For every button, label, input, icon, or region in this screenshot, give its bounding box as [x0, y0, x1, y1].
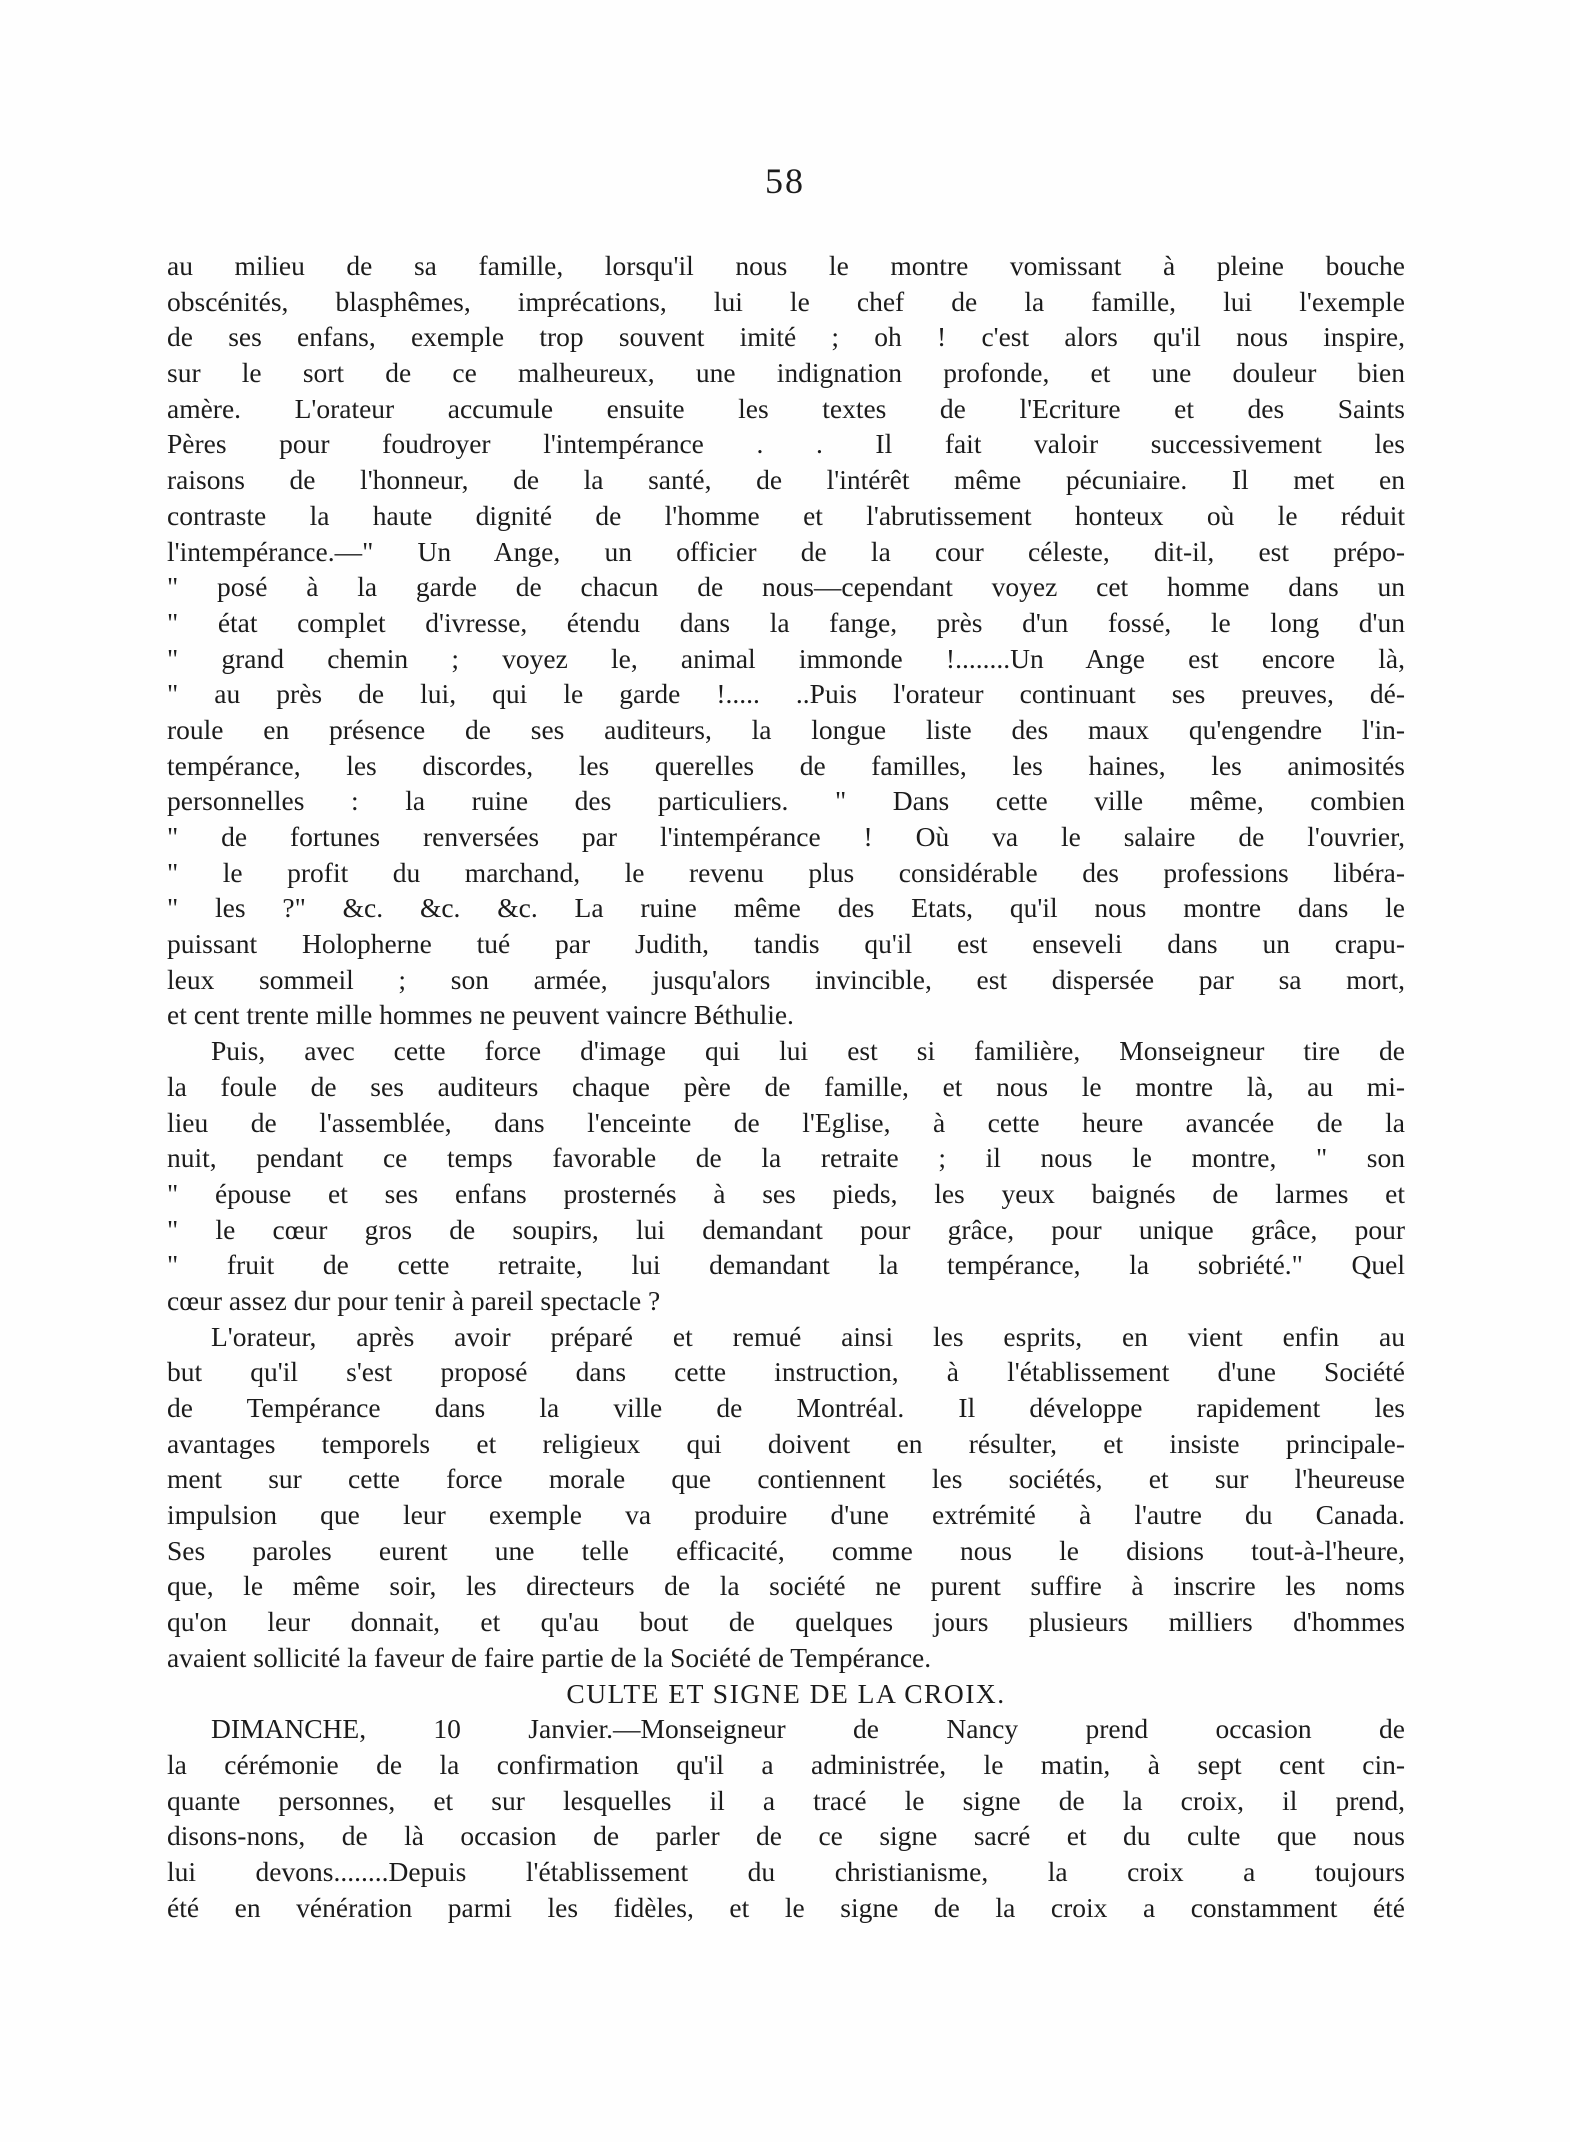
text-line: que, le même soir, les directeurs de la société ne purent suffire à inscrire les noms [167, 1570, 1405, 1602]
section-heading: CULTE ET SIGNE DE LA CROIX. [566, 1677, 1006, 1709]
text-line: la foule de ses auditeurs chaque père de famille, et nous le montre là, au mi- [167, 1070, 1405, 1102]
text-line: tempérance, les discordes, les querelles de familles, les haines, les animosités [167, 749, 1405, 781]
text-line: nuit, pendant ce temps favorable de la retraite ; il nous le montre, " son [167, 1142, 1405, 1174]
text-line: Ses paroles eurent une telle efficacité, comme nous le disions tout-à-l'heure, [167, 1534, 1405, 1566]
paragraph-start-line: L'orateur, après avoir préparé et remué ainsi les esprits, en vient enfin au [211, 1320, 1405, 1352]
text-line: de Tempérance dans la ville de Montréal. Il développe rapidement les [167, 1392, 1405, 1423]
text-line: " épouse et ses enfans prosternés à ses pieds, les yeux baignés de larmes et [167, 1177, 1405, 1209]
text-line: l'intempérance.—" Un Ange, un officier de la cour céleste, dit-il, est prépo- [167, 535, 1405, 567]
text-line: avaient sollicité la faveur de faire partie de la Société de Tempérance. [167, 1641, 932, 1673]
text-line: roule en présence de ses auditeurs, la longue liste des maux qu'engendre l'in- [167, 713, 1405, 745]
text-line: au milieu de sa famille, lorsqu'il nous le montre vomissant à pleine bouche [167, 250, 1405, 281]
text-line: puissant Holopherne tué par Judith, tandis qu'il est enseveli dans un crapu- [167, 928, 1405, 960]
text-line: sur le sort de ce malheureux, une indignation profonde, et une douleur bien [167, 357, 1405, 389]
text-line: " fruit de cette retraite, lui demandant la tempérance, la sobriété." Quel [167, 1249, 1405, 1281]
text-line: raisons de l'honneur, de la santé, de l'intérêt même pécuniaire. Il met en [167, 464, 1405, 496]
text-line: " posé à la garde de chacun de nous—cependant voyez cet homme dans un [167, 571, 1405, 603]
text-line: contraste la haute dignité de l'homme et l'abrutissement honteux où le réduit [167, 499, 1405, 531]
text-line: personnelles : la ruine des particuliers. " Dans cette ville même, combien [167, 785, 1405, 817]
text-line: quante personnes, et sur lesquelles il a tracé le signe de la croix, il prend, [167, 1784, 1405, 1816]
body-text [167, 248, 1405, 1925]
page-number: 58 [765, 161, 805, 201]
text-line: impulsion que leur exemple va produire d'une extrémité à l'autre du Canada. [167, 1499, 1405, 1531]
text-line: " les ?" &c. &c. &c. La ruine même des Etats, qu'il nous montre dans le [167, 892, 1405, 924]
text-line: été en vénération parmi les fidèles, et le signe de la croix a constamment été [167, 1891, 1405, 1923]
text-line: leux sommeil ; son armée, jusqu'alors invincible, est dispersée par sa mort, [167, 963, 1405, 995]
text-line: qu'on leur donnait, et qu'au bout de quelques jours plusieurs milliers d'hommes [167, 1606, 1405, 1638]
text-line: avantages temporels et religieux qui doivent en résulter, et insiste principale- [167, 1427, 1405, 1459]
text-line: " au près de lui, qui le garde !..... ..Puis l'orateur continuant ses preuves, dé- [167, 678, 1405, 710]
paragraph-start-line: Puis, avec cette force d'image qui lui est si familière, Monseigneur tire de [211, 1035, 1405, 1067]
text-line: de ses enfans, exemple trop souvent imité ; oh ! c'est alors qu'il nous inspire, [167, 321, 1405, 353]
text-line: " le profit du marchand, le revenu plus considérable des professions libéra- [167, 856, 1405, 888]
paragraph-start-line: DIMANCHE, 10 Janvier.—Monseigneur de Nancy prend occasion de [211, 1713, 1405, 1745]
text-line: " grand chemin ; voyez le, animal immonde !........Un Ange est encore là, [167, 642, 1405, 674]
text-line: et cent trente mille hommes ne peuvent vaincre Béthulie. [167, 999, 794, 1031]
text-line: disons-nons, de là occasion de parler de ce signe sacré et du culte que nous [167, 1820, 1405, 1852]
text-line: ment sur cette force morale que contiennent les sociétés, et sur l'heureuse [167, 1463, 1405, 1495]
text-line: but qu'il s'est proposé dans cette instruction, à l'établissement d'une Société [167, 1356, 1405, 1388]
text-line: amère. L'orateur accumule ensuite les textes de l'Ecriture et des Saints [167, 392, 1405, 424]
text-line: lui devons........Depuis l'établissement du christianisme, la croix a toujours [167, 1855, 1405, 1887]
text-line: obscénités, blasphêmes, imprécations, lui le chef de la famille, lui l'exemple [167, 285, 1405, 317]
text-line: " état complet d'ivresse, étendu dans la fange, près d'un fossé, le long d'un [167, 606, 1405, 638]
text-line: Pères pour foudroyer l'intempérance . . Il fait valoir successivement les [167, 428, 1405, 460]
text-line: " le cœur gros de soupirs, lui demandant pour grâce, pour unique grâce, pour [167, 1213, 1405, 1245]
text-line: lieu de l'assemblée, dans l'enceinte de l'Eglise, à cette heure avancée de la [167, 1106, 1405, 1138]
text-line: la cérémonie de la confirmation qu'il a administrée, le matin, à sept cent cin- [167, 1748, 1405, 1780]
text-line: " de fortunes renversées par l'intempérance ! Où va le salaire de l'ouvrier, [167, 821, 1405, 852]
text-line: cœur assez dur pour tenir à pareil spectacle ? [167, 1284, 661, 1316]
